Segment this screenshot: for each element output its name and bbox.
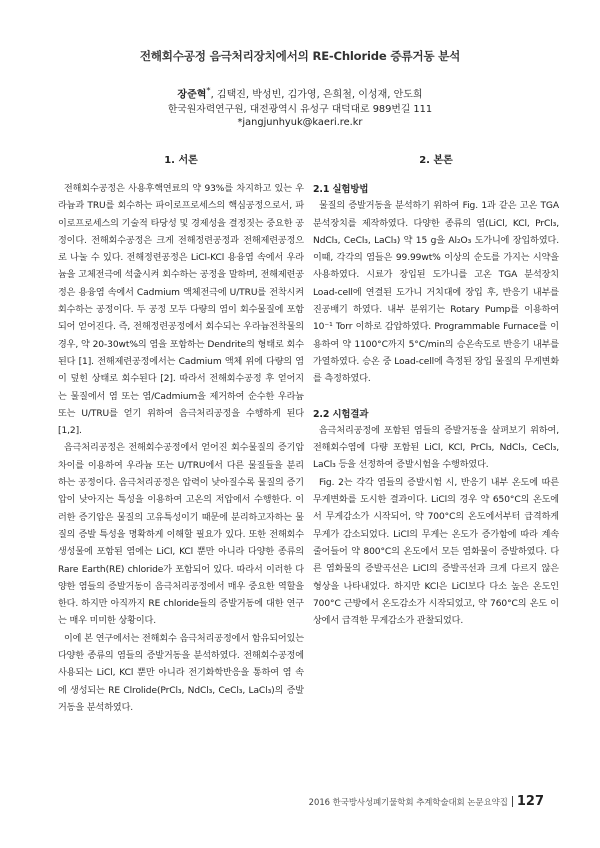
corresponding-mark: *	[206, 85, 211, 95]
paper-title: 전해회수공정 음극처리장치에서의 RE-Chloride 증류거동 분석	[139, 49, 461, 63]
page-footer	[309, 794, 544, 809]
co-authors: , 김택진, 박성빈, 김가영, 은희철, 이성재, 안도희	[210, 89, 423, 101]
page-number: 127	[516, 794, 544, 809]
author-email: *jangjunhyuk@kaeri.re.kr	[237, 117, 363, 128]
footer-divider	[512, 796, 513, 807]
intro-paragraph-2: 음극처리공정은 전해회수공정에서 얻어진 회수물질의 증기압 차이를 이용하여 우라늄 또는 U/TRU에서 다른 물질들을 분리하는 공정이다. 음극처리공정은 압력이 낮아질수록 물질의 증기압이 낮아지는 특성을 이용하여 고온의 저압에서 수행한다. 이러한 증기압은 물질의 고유특성이기 때문에 분리하고자하는 물질의 증발 특성을 명확하게 이해할 필요가 있다. 또한 전해회수 생성물에 포함된 염에는 LiCl, KCl 뿐만 아니라 다양한 종류의 Rare Earth(RE) chloride가 포함되어 있다. 따라서 이러한 다양한 염들의 증발거동이 음극처리공정에서 매우 중요한 역할을 한다. 하지만 아직까지 RE chloride들의 증발거동에 대한 연구는 매우 미미한 상황이다.	[58, 443, 304, 627]
subsection-title-results: 2.2 시험결과	[313, 408, 369, 420]
subsection-title-method: 2.1 실험방법	[313, 184, 369, 195]
section-title-body: 2. 본론	[419, 155, 453, 166]
left-column	[58, 181, 304, 717]
intro-paragraph-1: 전해회수공정은 사용후핵연료의 약 93%를 차지하고 있는 우라늄과 TRU를 회수하는 파이로프로세스의 핵심공정으로서, 파이로프로세스의 기술적 타당성 및 경제성을 결정짓는 중요한 공정이다. 전해회수공정은 크게 전해정련공정과 전해제련공정으로 나눌 수 있다. 전해정련공정은 LiCl-KCl 용융염 속에서 우라늄을 고체전극에 석출시켜 회수하는 공정을 말하며, 전해제련공정은 용융염 속에서 Cadmium 액체전극에 U/TRU를 전착시켜 회수하는 공정이다. 두 공정 모두 다량의 염이 회수물질에 포함되어 얻어진다. 즉, 전해정련공정에서 회수되는 우라늄전착물의 경우, 약 20-30wt%의 염을 포함하는 Dendrite의 형태로 회수된다 [1]. 전해제련공정에서는 Cadmium 액체 위에 다량의 염이 덮힌 상태로 회수된다 [2]. 따라서 전해회수공정 후 얻어지는 물질에서 염 또는 염/Cadmium을 제거하여 순수한 우라늄 또는 U/TRU를 얻기 위하여 음극처리공정을 수행하게 된다 [1,2].	[58, 184, 304, 437]
corresponding-author: 장준혁	[177, 89, 207, 101]
affiliation: 한국원자력연구원, 대전광역시 유성구 대덕대로 989번길 111	[167, 104, 433, 115]
results-paragraph-1: 음극처리공정에 포함된 염들의 증발거동을 살펴보기 위하여, 전해회수염에 다량 포함된 LiCl, KCl, PrCl₃, NdCl₃, CeCl₃, LaCl₃ 등을 선정하여 증발시험을 수행하였다.	[313, 425, 559, 471]
results-paragraph-2: Fig. 2는 각각 염들의 증발시험 시, 반응기 내부 온도에 따른 무게변화를 도시한 결과이다. LiCl의 경우 약 650°C의 온도에서 무게감소가 시작되어, 약 700°C의 온도에서부터 급격하게 무게가 감소되었다. LiCl의 무게는 온도가 증가함에 따라 계속 줄어들어 약 800°C의 온도에서 모든 염화물이 증발하였다. 다른 염화물의 증발곡선은 LiCl의 증발곡선과 크게 다르지 않은 형상을 나타내었다. 하지만 KCl은 LiCl보다 다소 높은 온도인 700°C 근방에서 온도감소가 시작되었고, 약 760°C의 온도 이상에서 급격한 무게감소가 관찰되었다.	[313, 477, 559, 627]
section-title-introduction: 1. 서론	[164, 155, 198, 166]
intro-paragraph-3: 이에 본 연구에서는 전해회수 음극처리공정에서 함유되어있는 다양한 종류의 염들의 증발거동을 분석하였다. 전해회수공정에 사용되는 LiCl, KCl 뿐만 아니라 전기화학반응을 통하여 염 속에 생성되는 RE Clrolide(PrCl₃, NdCl₃, CeCl₃, LaCl₃)의 증발거동을 분석하였다.	[58, 633, 304, 713]
right-column	[313, 181, 559, 630]
method-paragraph: 물질의 증발거동을 분석하기 위하여 Fig. 1과 같은 고온 TGA 분석장치를 제작하였다. 다양한 종류의 염(LiCl, KCl, PrCl₃, NdCl₃, CeCl₃, LaCl₃) 약 15 g을 Al₂O₃ 도가니에 장입하였다. 이때, 각각의 염들은 99.99wt% 이상의 순도를 가지는 시약을 사용하였다. 시료가 장입된 도가니를 고온 TGA 분석장치 Load-cell에 연결된 도가니 거치대에 장입 후, 반응기 내부를 진공배기 하였다. 내부 분위기는 Rotary Pump를 이용하여 10⁻¹ Torr 이하로 감압하였다. Programmable Furnace를 이용하여 약 1100°C까지 5°C/min의 승온속도로 반응기 내부를 가열하였다. 승온 중 Load-cell에 측정된 장입 물질의 무게변화를 측정하였다.	[313, 201, 559, 385]
footer-text: 2016 한국방사성폐기물학회 추계학술대회 논문요약집	[308, 796, 508, 807]
